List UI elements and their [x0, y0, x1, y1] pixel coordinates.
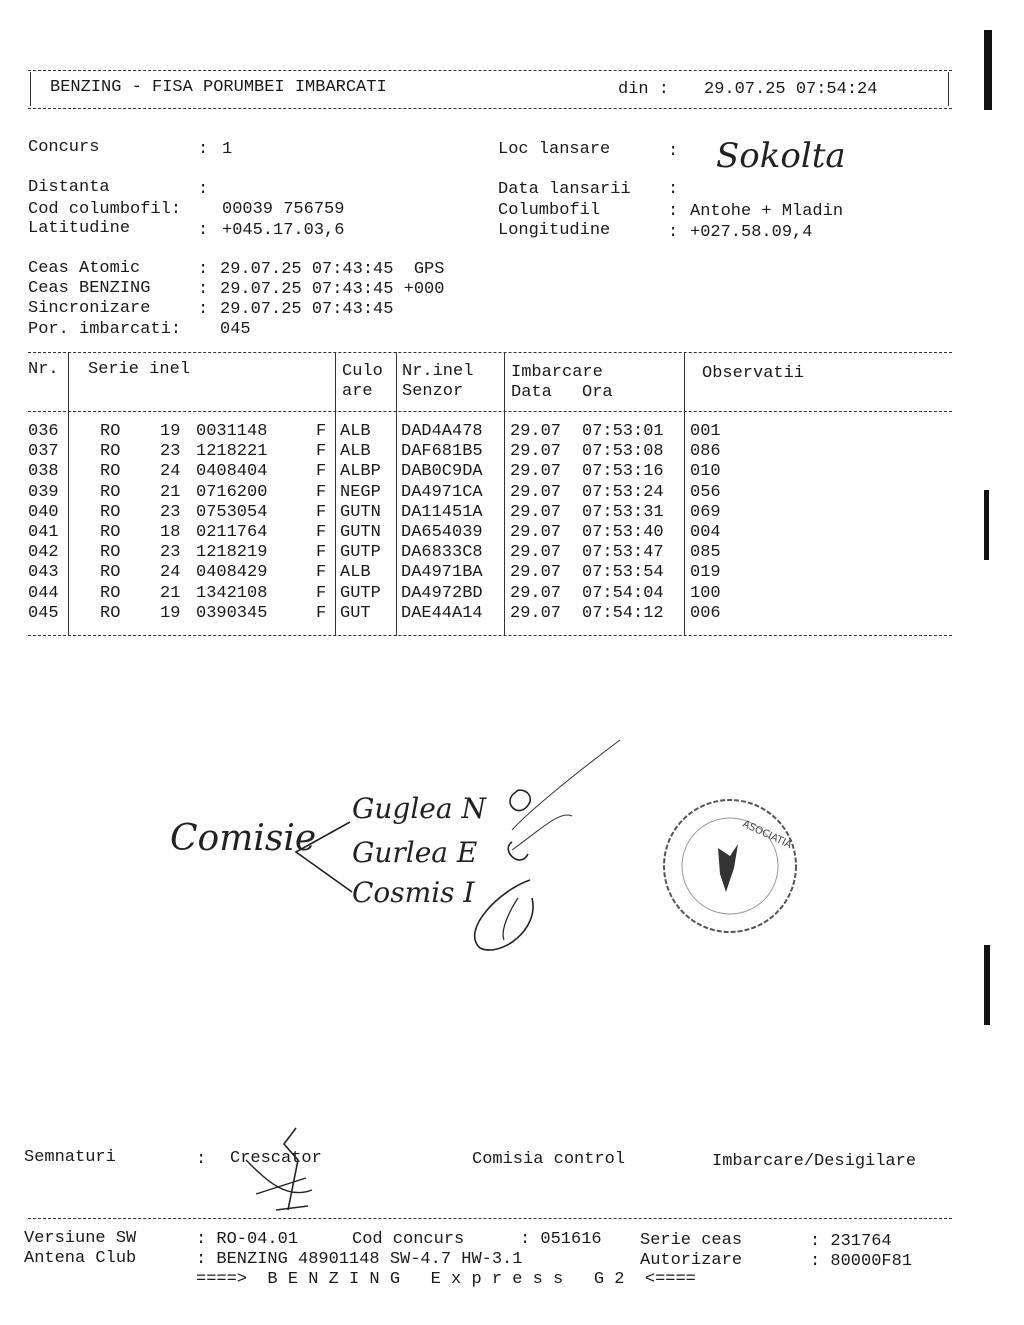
- ceas-benzing-label: Ceas BENZING: [28, 279, 151, 298]
- column-divider: [335, 352, 336, 636]
- row-date: 29.07: [510, 603, 562, 623]
- header-top-border: [28, 70, 952, 71]
- ceas-atomic-label: Ceas Atomic: [28, 259, 141, 278]
- row-nr: 037: [28, 442, 59, 462]
- row-year: 24: [160, 563, 181, 583]
- colon: :: [198, 280, 209, 299]
- table-header-border: [28, 411, 952, 412]
- autorizare-value: : 80000F81: [810, 1252, 913, 1271]
- colon: :: [198, 300, 209, 319]
- row-nr: 039: [28, 482, 59, 502]
- scan-edge-mark: [984, 30, 992, 110]
- header-observatii: Observatii: [702, 364, 805, 383]
- row-observatii: 004: [690, 523, 721, 542]
- row-sensor: DA4972BD: [401, 583, 483, 603]
- row-sex: F: [316, 603, 327, 623]
- row-color: GUTN: [340, 523, 381, 542]
- row-date: 29.07: [510, 482, 562, 502]
- header-senzor-1: Nr.inel: [402, 362, 474, 381]
- header-right-border: [948, 72, 949, 106]
- row-date: 29.07: [510, 523, 562, 542]
- row-sensor: DA654039: [401, 523, 483, 542]
- colon: :: [198, 260, 209, 279]
- row-color: ALB: [340, 563, 371, 583]
- row-sensor: DA11451A: [401, 502, 483, 522]
- row-observatii: 019: [690, 563, 721, 583]
- colon: :: [668, 142, 679, 161]
- row-observatii: 069: [690, 502, 721, 522]
- row-year: 21: [160, 583, 181, 603]
- header-imbarcare: Imbarcare: [511, 363, 603, 382]
- versiune-sw-label: Versiune SW: [24, 1229, 137, 1248]
- row-time: 07:54:04: [582, 583, 664, 603]
- loc-lansare-handwritten: Sokolta: [716, 136, 846, 176]
- row-time: 07:53:01: [582, 422, 664, 441]
- row-year: 19: [160, 422, 181, 441]
- header-culoare-2: are: [342, 382, 373, 401]
- row-nr: 045: [28, 603, 59, 623]
- sincronizare-value: 29.07.25 07:43:45: [220, 300, 394, 319]
- row-country: RO: [100, 603, 121, 623]
- row-date: 29.07: [510, 543, 562, 563]
- header-nr: Nr.: [28, 360, 59, 379]
- antena-club-value: : BENZING 48901148 SW-4.7 HW-3.1: [196, 1250, 523, 1269]
- row-country: RO: [100, 422, 121, 441]
- row-time: 07:53:31: [582, 502, 664, 522]
- bracket-arrow-icon: [290, 800, 360, 910]
- row-date: 29.07: [510, 563, 562, 583]
- comisie-member-2: Gurlea E: [352, 836, 478, 869]
- row-year: 19: [160, 603, 181, 623]
- row-sensor: DAB0C9DA: [401, 462, 483, 482]
- colon: :: [196, 1150, 207, 1169]
- loc-lansare-label: Loc lansare: [498, 140, 611, 159]
- longitudine-value: +027.58.09,4: [690, 223, 813, 242]
- row-ring: 0390345: [196, 603, 268, 623]
- por-imbarcati-value: 045: [220, 320, 251, 339]
- serie-ceas-value: : 231764: [810, 1232, 892, 1251]
- row-nr: 044: [28, 583, 59, 603]
- columbofil-label: Columbofil: [498, 201, 601, 220]
- header-bottom-border: [28, 108, 952, 109]
- row-time: 07:53:54: [582, 563, 664, 583]
- row-country: RO: [100, 442, 121, 462]
- ceas-benzing-value: 29.07.25 07:43:45 +000: [220, 280, 445, 299]
- header-left-border: [30, 72, 31, 106]
- row-observatii: 010: [690, 462, 721, 482]
- column-divider: [684, 352, 685, 636]
- header-culoare-1: Culo: [342, 362, 383, 381]
- row-date: 29.07: [510, 502, 562, 522]
- semnaturi-label: Semnaturi: [24, 1148, 116, 1167]
- ceas-atomic-value: 29.07.25 07:43:45 GPS: [220, 260, 445, 279]
- row-time: 07:53:40: [582, 523, 664, 542]
- concurs-value: 1: [222, 140, 233, 159]
- row-sensor: DAE44A14: [401, 603, 483, 623]
- row-color: NEGP: [340, 482, 381, 502]
- scan-edge-mark: [984, 490, 989, 560]
- cod-columbofil-value: 00039 756759: [222, 200, 345, 219]
- row-ring: 0716200: [196, 482, 268, 502]
- row-ring: 1218219: [196, 543, 268, 563]
- column-divider: [68, 352, 69, 636]
- data-lansarii-label: Data lansarii: [498, 180, 631, 199]
- antena-club-label: Antena Club: [24, 1249, 137, 1268]
- row-time: 07:54:12: [582, 603, 664, 623]
- latitudine-label: Latitudine: [28, 219, 131, 238]
- comisia-control-label: Comisia control: [472, 1150, 626, 1169]
- versiune-sw-value: : RO-04.01: [196, 1230, 299, 1249]
- concurs-label: Concurs: [28, 138, 100, 157]
- row-nr: 041: [28, 523, 59, 542]
- row-color: GUT: [340, 603, 371, 623]
- comisie-member-1: Guglea N: [352, 792, 486, 825]
- row-color: ALB: [340, 422, 371, 441]
- row-ring: 0211764: [196, 523, 268, 542]
- stamp-text: ASOCIATIA: [740, 818, 794, 852]
- distanta-label: Distanta: [28, 178, 110, 197]
- row-time: 07:53:16: [582, 462, 664, 482]
- scan-edge-mark: [984, 945, 990, 1025]
- row-sensor: DA4971BA: [401, 563, 483, 583]
- row-date: 29.07: [510, 462, 562, 482]
- row-nr: 040: [28, 502, 59, 522]
- footer-border: [28, 1218, 952, 1219]
- comisie-member-3: Cosmis I: [352, 876, 475, 909]
- row-observatii: 100: [690, 583, 721, 603]
- row-ring: 0408429: [196, 563, 268, 583]
- row-observatii: 056: [690, 482, 721, 502]
- row-time: 07:53:08: [582, 442, 664, 462]
- row-ring: 1218221: [196, 442, 268, 462]
- colon: :: [198, 140, 209, 159]
- row-sensor: DAF681B5: [401, 442, 483, 462]
- header-senzor-2: Senzor: [402, 382, 464, 401]
- table-top-border: [28, 352, 952, 353]
- row-nr: 042: [28, 543, 59, 563]
- row-observatii: 006: [690, 603, 721, 623]
- row-country: RO: [100, 523, 121, 542]
- column-divider: [396, 352, 397, 636]
- columbofil-value: Antohe + Mladin: [690, 202, 844, 221]
- signature-scribbles: [460, 730, 630, 960]
- row-country: RO: [100, 482, 121, 502]
- row-year: 21: [160, 482, 181, 502]
- imbarcare-desigilare-label: Imbarcare/Desigilare: [712, 1152, 917, 1171]
- row-sex: F: [316, 442, 327, 462]
- row-sensor: DA6833C8: [401, 543, 483, 563]
- row-sensor: DA4971CA: [401, 482, 483, 502]
- row-country: RO: [100, 502, 121, 522]
- colon: :: [668, 223, 679, 242]
- comisie-handwritten: Comisie: [170, 818, 317, 859]
- colon: :: [198, 180, 209, 199]
- print-date-label: din :: [618, 80, 670, 99]
- row-color: ALB: [340, 442, 371, 462]
- row-color: ALBP: [340, 462, 381, 482]
- print-date-value: 29.07.25 07:54:24: [704, 80, 878, 99]
- row-observatii: 086: [690, 442, 721, 462]
- colon: :: [668, 202, 679, 221]
- row-year: 18: [160, 523, 181, 542]
- serie-ceas-label: Serie ceas: [640, 1231, 743, 1250]
- row-ring: 1342108: [196, 583, 268, 603]
- row-sex: F: [316, 543, 327, 563]
- row-sensor: DAD4A478: [401, 422, 483, 441]
- cod-concurs-value: : 051616: [520, 1230, 602, 1249]
- por-imbarcati-label: Por. imbarcati:: [28, 320, 182, 339]
- latitudine-value: +045.17.03,6: [222, 221, 345, 240]
- crescator-label: Crescator: [230, 1149, 322, 1168]
- row-color: GUTP: [340, 543, 381, 563]
- header-data: Data: [511, 383, 552, 402]
- association-stamp: [660, 796, 800, 936]
- longitudine-label: Longitudine: [498, 221, 611, 240]
- cod-concurs-label: Cod concurs: [352, 1230, 465, 1249]
- row-time: 07:53:24: [582, 482, 664, 502]
- row-country: RO: [100, 462, 121, 482]
- row-year: 24: [160, 462, 181, 482]
- header-serie-inel: Serie inel: [88, 360, 191, 379]
- row-date: 29.07: [510, 422, 562, 441]
- crescator-signature: [236, 1120, 346, 1220]
- colon: :: [668, 180, 679, 199]
- row-sex: F: [316, 502, 327, 522]
- row-sex: F: [316, 583, 327, 603]
- row-country: RO: [100, 543, 121, 563]
- row-observatii: 085: [690, 543, 721, 563]
- row-country: RO: [100, 583, 121, 603]
- row-year: 23: [160, 502, 181, 522]
- row-sex: F: [316, 523, 327, 542]
- row-nr: 043: [28, 563, 59, 583]
- colon: :: [198, 221, 209, 240]
- sincronizare-label: Sincronizare: [28, 299, 151, 318]
- row-ring: 0031148: [196, 422, 268, 441]
- row-color: GUTN: [340, 502, 381, 522]
- row-observatii: 001: [690, 422, 721, 441]
- cod-columbofil-label: Cod columbofil:: [28, 200, 182, 219]
- benzing-banner: ====> B E N Z I N G E x p r e s s G 2 <====: [196, 1270, 696, 1289]
- page-title: BENZING - FISA PORUMBEI IMBARCATI: [50, 78, 387, 97]
- row-year: 23: [160, 442, 181, 462]
- row-ring: 0408404: [196, 462, 268, 482]
- row-time: 07:53:47: [582, 543, 664, 563]
- row-nr: 036: [28, 422, 59, 441]
- row-nr: 038: [28, 462, 59, 482]
- row-sex: F: [316, 563, 327, 583]
- row-color: GUTP: [340, 583, 381, 603]
- row-date: 29.07: [510, 583, 562, 603]
- column-divider: [504, 352, 505, 636]
- table-bottom-border: [28, 635, 952, 636]
- row-sex: F: [316, 482, 327, 502]
- row-country: RO: [100, 563, 121, 583]
- row-sex: F: [316, 462, 327, 482]
- row-sex: F: [316, 422, 327, 441]
- row-date: 29.07: [510, 442, 562, 462]
- row-ring: 0753054: [196, 502, 268, 522]
- header-ora: Ora: [582, 383, 613, 402]
- autorizare-label: Autorizare: [640, 1251, 743, 1270]
- row-year: 23: [160, 543, 181, 563]
